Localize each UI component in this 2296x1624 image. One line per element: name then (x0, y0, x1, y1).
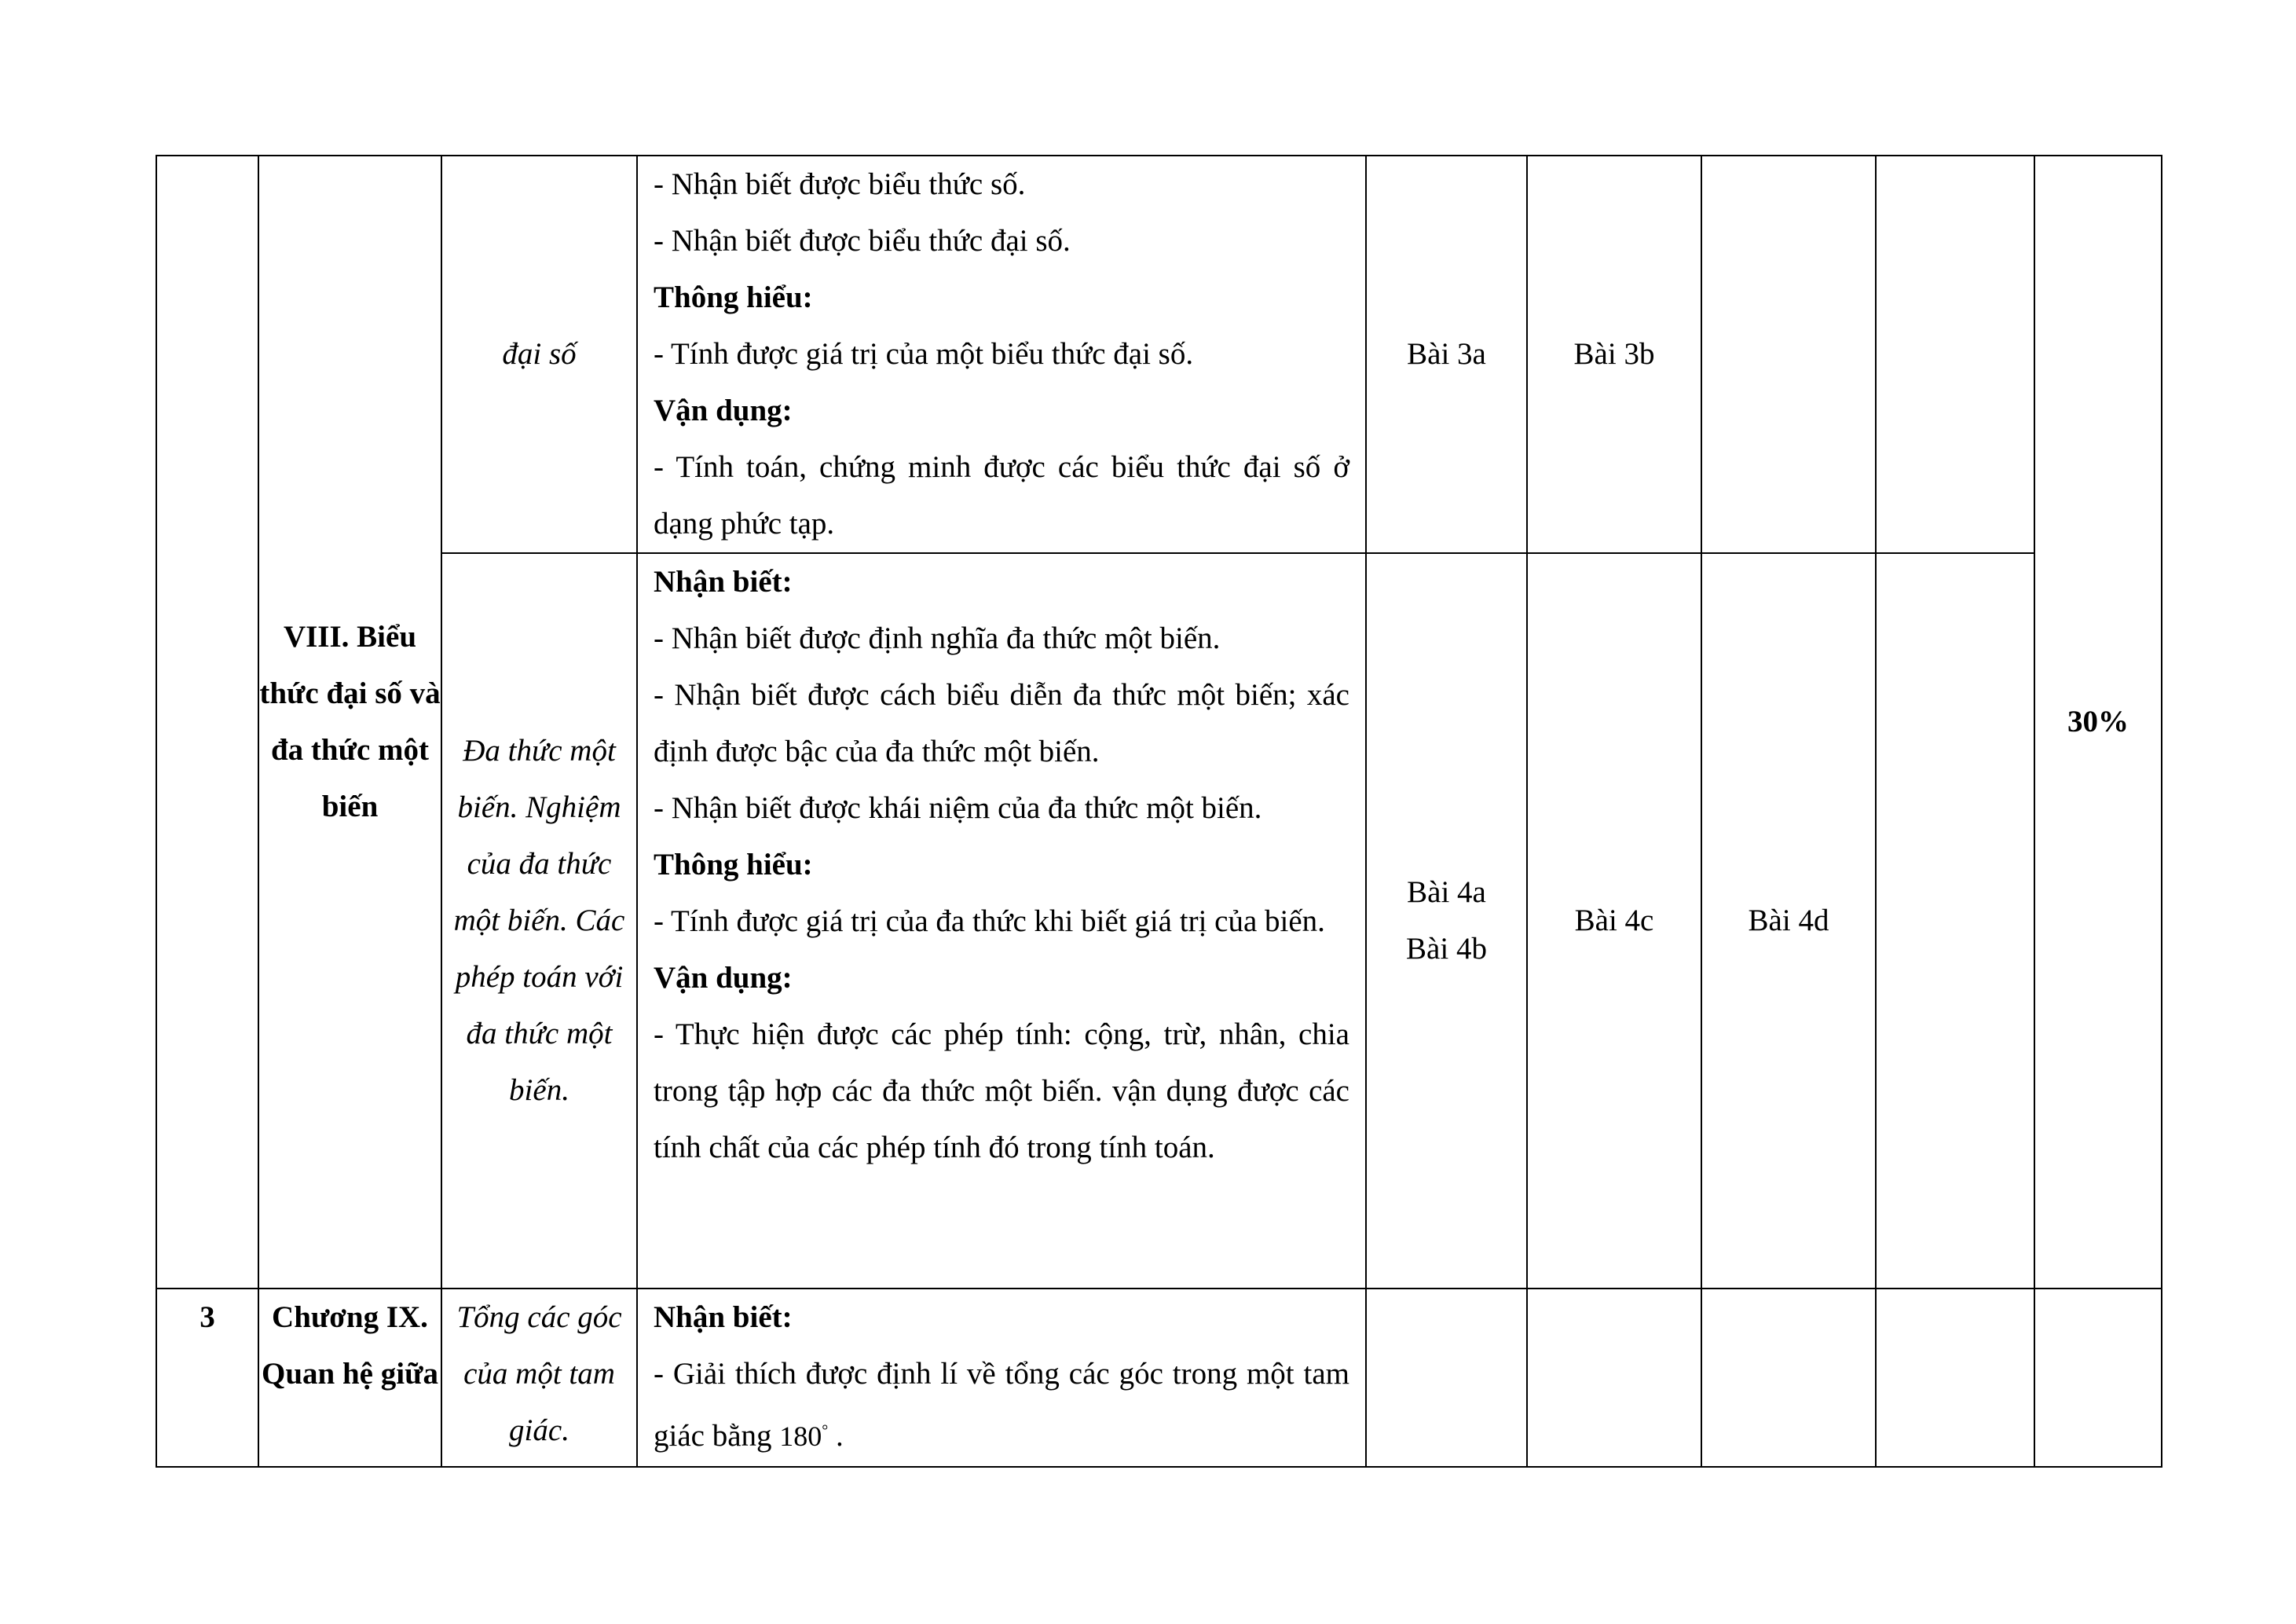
application-cell (1701, 553, 1876, 1289)
stt-cell (156, 156, 258, 1289)
question-ref: Bài 4b (1406, 932, 1487, 966)
table-row (156, 553, 2162, 1289)
desc-line: - Tính toán, chứng minh được các biểu thức đại số ở dạng phức tạp. (654, 450, 1349, 541)
chapter-cell (258, 156, 441, 1289)
recognition-cell (1366, 156, 1527, 553)
content-text: Tổng các góc của một tam giác. (456, 1300, 622, 1447)
application-cell (1701, 156, 1876, 553)
level-heading: Thông hiểu: (654, 280, 813, 314)
desc-line: - Nhận biết được biểu thức số. (654, 167, 1026, 201)
degree-symbol: ° (822, 1422, 829, 1439)
level-heading: Vận dụng: (654, 961, 793, 995)
high-application-cell (1876, 553, 2034, 1289)
desc-line: - Nhận biết được biểu thức đại số. (654, 224, 1071, 258)
recognition-cell (1366, 1289, 1527, 1467)
content-text: đại số (502, 337, 577, 371)
desc-line: - Nhận biết được khái niệm của đa thức một biến. (654, 791, 1262, 825)
desc-line: - Tính được giá trị của một biểu thức đại số. (654, 337, 1194, 371)
chapter-cell (258, 1289, 441, 1467)
percent-cell (2034, 156, 2162, 1289)
table-row (156, 156, 2162, 553)
desc-line: - Thực hiện được các phép tính: cộng, trừ, nhân, chia trong tập hợp các đa thức một biến. vận dụng được các tính chất của các phép tính đó trong tính toán. (654, 1017, 1349, 1164)
understanding-cell (1527, 156, 1701, 553)
percent-cell (2034, 1289, 2162, 1467)
content-text: Đa thức một biến. Nghiệm của đa thức một biến. Các phép toán với đa thức một biến. (453, 734, 625, 1107)
recognition-cell (1366, 553, 1527, 1289)
content-cell (441, 553, 637, 1289)
desc-end: . (836, 1419, 844, 1453)
desc-line: - Tính được giá trị của đa thức khi biết giá trị của biến. (654, 904, 1325, 938)
description-cell (637, 1289, 1366, 1467)
understanding-cell (1527, 553, 1701, 1289)
application-cell (1701, 1289, 1876, 1467)
level-heading: Nhận biết: (654, 1300, 793, 1334)
stt-cell (156, 1289, 258, 1467)
level-heading: Vận dụng: (654, 394, 793, 427)
high-application-cell (1876, 1289, 2034, 1467)
level-heading: Thông hiểu: (654, 848, 813, 882)
desc-line: - Nhận biết được định nghĩa đa thức một biến. (654, 621, 1221, 655)
content-cell (441, 156, 637, 553)
chapter-text: Chương IX. Quan hệ giữa (262, 1300, 438, 1391)
level-heading: Nhận biết: (654, 565, 793, 599)
question-ref: Bài 3b (1573, 337, 1655, 371)
content-cell (441, 1289, 637, 1467)
degree-value: 180° (779, 1421, 829, 1452)
percent-text: 30% (2067, 705, 2129, 739)
high-application-cell (1876, 156, 2034, 553)
chapter-text: VIII. Biểu thức đại số và đa thức một biến (259, 620, 441, 823)
desc-line: - Nhận biết được cách biểu diễn đa thức một biến; xác định được bậc của đa thức một biến. (654, 678, 1349, 768)
table-row (156, 1289, 2162, 1467)
desc-line: - Giải thích được định lí về tổng các góc trong một tam giác bằng (654, 1357, 1349, 1453)
question-ref: Bài 4a (1407, 875, 1486, 909)
question-ref: Bài 3a (1407, 337, 1486, 371)
description-cell (637, 553, 1366, 1289)
understanding-cell (1527, 1289, 1701, 1467)
question-ref: Bài 4c (1574, 904, 1654, 937)
description-cell (637, 156, 1366, 553)
matrix-table (156, 155, 2162, 1468)
stt-text: 3 (200, 1300, 215, 1334)
question-ref: Bài 4d (1748, 904, 1829, 937)
